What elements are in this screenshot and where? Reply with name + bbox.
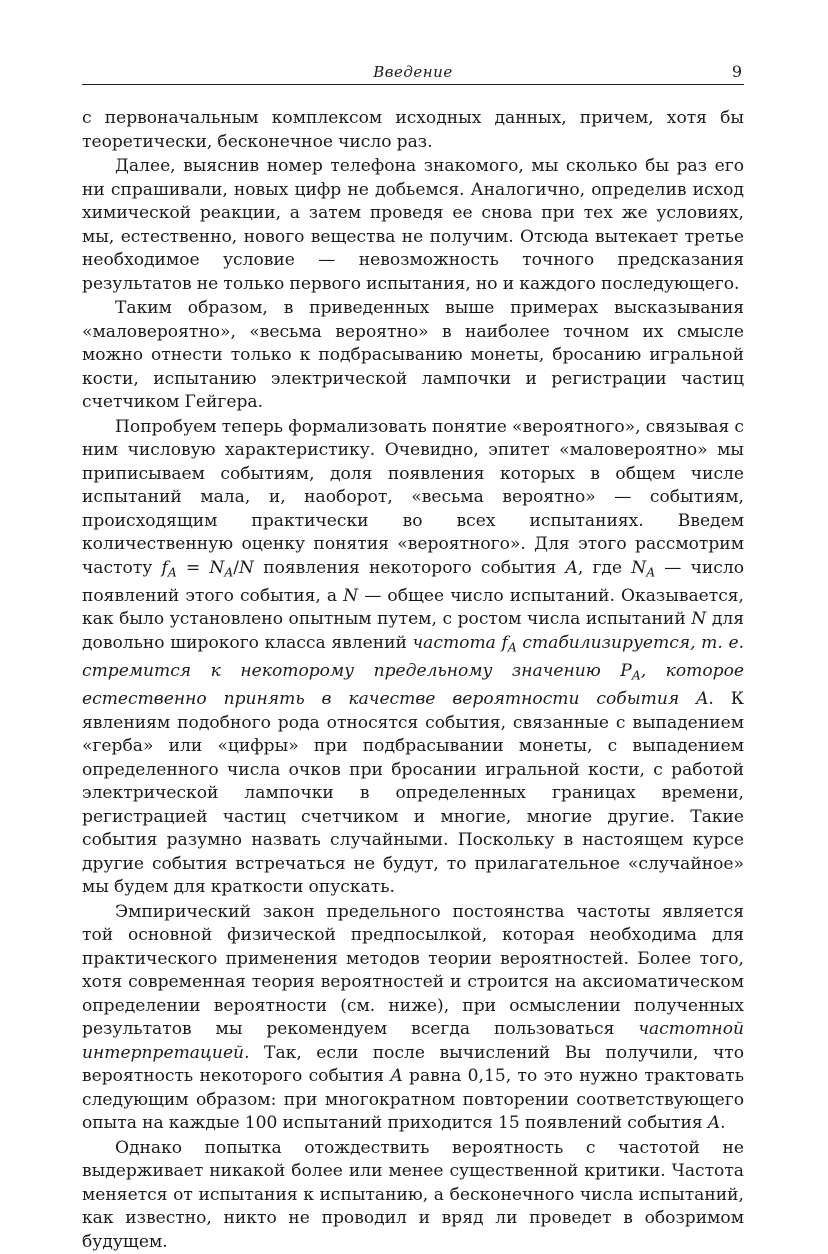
page-number: 9 (731, 62, 742, 81)
p4-text-3: — число появлений этого события, а (82, 557, 745, 606)
running-title: Введение (373, 63, 453, 81)
count-symbol: $N_A/N$ (209, 557, 255, 580)
paragraph-2: Далее, выяснив номер телефона знакомого, мы сколько бы раз его ни спрашивали, новых цифр не добьемся. Аналогично, определив исход химической реакции, а затем проведя ее снова при тех же условиях, мы, естественно, нового вещества не получим. Отсюда вытекает третье необходимое условие — невозможность точного предсказания результатов не только первого испытания, но и каждого последующего. (82, 156, 744, 294)
p4-text-2: появления некоторого события (254, 557, 566, 578)
paragraph-1: с первоначальным комплексом исходных данных, причем, хотя бы теоретически, бесконечное число раз. (82, 108, 744, 152)
p4-text-6: . К явлениям подобного рода относятся события, связанные с выпадением «герба» или «цифры» при подбрасывании монеты, с выпадением определенного числа очков при бросании игральной кости, с работой электрической лампочки в определенных границах времени, регистрацией частиц счетчиком и многие, многие другие. Такие события разумно назвать случайными. Поскольку в настоящем курсе другие события встречаться не будут, то прилагательное «случайное» мы будем для краткости опускать. (82, 689, 744, 898)
frequency-symbol: $f_A$ (161, 557, 177, 580)
paragraph-5: Эмпирический закон предельного постоянства частоты является той основной физической предпосылкой, которая необходима для практического применения методов теории вероятностей. Более того, хотя современная теория вероятностей и строится на аксиоматическом определении вероятности (см. ниже), при осмыслении полученных результатов мы рекомендуем всегда пользоваться частотной интерпретацией. Так, если после вычислений Вы получили, что вероятность некоторого события A равна 0,15, то это нужно трактовать следующим образом: при многократном повторении соответствующего опыта на каждые 100 испытаний приходится 15 появлений события A. (82, 901, 744, 1134)
p5-text-1: Эмпирический закон предельного постоянства частоты является той основной физической предпосылкой, которая необходима для практического применения методов теории вероятностей. Более того, хотя современная теория вероятностей и строится на аксиоматическом определении вероятности (см. ниже), при осмыслении полученных результатов мы рекомендуем всегда пользоваться (82, 901, 744, 1040)
paragraph-4: Попробуем теперь формализовать понятие «вероятного», связывая с ним числовую характеристику. Очевидно, эпитет «маловероятно» мы приписываем событиям, доля появления которых в общем числе испытаний мала, и, наоборот, «весьма вероятно» — событиям, происходящим практически во всех испытаниях. Введем количественную оценку понятия «вероятного». Для этого рассмотрим частоту $f_A = N_A/N$ появления некоторого события A, где $N_A$ — число появлений этого события, а N — общее число испытаний. Оказывается, как было установлено опытным путем, с ростом числа испытаний N для довольно широкого класса явлений частота $f_A$ стабилизируется, т. е. стремится к некоторому предельному значению $P_A$, которое естественно принять в качестве вероятности события A. К явлениям подобного рода относятся события, связанные с выпадением «герба» или «цифры» при подбрасывании монеты, с выпадением определенного числа очков при бросании игральной кости, с работой электрической лампочки в определенных границах времени, регистрацией частиц счетчиком и многие, многие другие. Такие события разумно назвать случайными. Поскольку в настоящем курсе другие события встречаться не будут, то прилагательное «случайное» мы будем для краткости опускать. (82, 416, 745, 898)
paragraph-3: Таким образом, в приведенных выше примерах высказывания «маловероятно», «весьма вероятно» в наиболее точном их смысле можно отнести только к подбрасыванию монеты, бросанию игральной кости, испытанию электрической лампочки и регистрации частиц счетчиком Гейгера. (82, 298, 744, 412)
p4-text-5: для довольно широкого класса явлений (82, 609, 744, 653)
count-symbol-2: $N_A$ (631, 557, 656, 580)
italic-term: частотной интерпретацией (82, 1019, 744, 1063)
book-page (82, 62, 744, 1254)
p4-text-1: Попробуем теперь формализовать понятие «вероятного», связывая с ним числовую характеристику. Очевидно, эпитет «маловероятно» мы приписываем событиям, доля появления которых в общем числе испытаний мала, и, наоборот, «весьма вероятно» — событиям, происходящим практически во всех испытаниях. Введем количественную оценку понятия «вероятного». Для этого рассмотрим частоту (82, 416, 744, 578)
p5-text-2: . Так, если после вычислений Вы получили, что вероятность некоторого события (82, 1042, 744, 1087)
p5-text-3: равна 0,15, то это нужно трактовать следующим образом: при многократном повторении соответствующего опыта на каждые 100 испытаний приходится 15 появлений события (82, 1066, 744, 1134)
paragraph-6: Однако попытка отождествить вероятность с частотой не выдерживает никакой более или менее существенной критики. Частота меняется от испытания к испытанию, а бесконечного числа испытаний, как известно, никто не проводил и вряд ли проведет в обозримом будущем. (82, 1137, 744, 1252)
page-body (82, 107, 744, 1254)
event-symbol: A (565, 557, 578, 578)
running-header (82, 62, 744, 85)
italic-statement: частота $f_A$ стабилизируется, т. е. стремится к некоторому предельному значению $P_A$, которое естественно принять в качестве вероятности события A (82, 632, 744, 710)
p4-text-4: — общее число испытаний. Оказывается, как было установлено опытным путем, с ростом числа испытаний (82, 585, 744, 630)
